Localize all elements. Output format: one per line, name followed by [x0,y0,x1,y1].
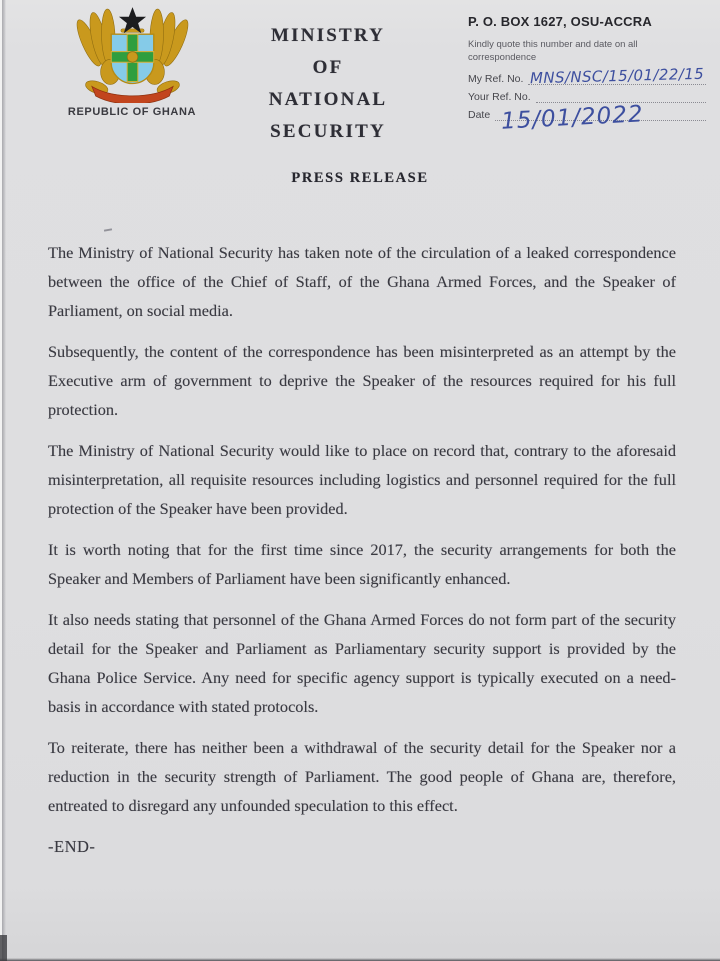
title-wrap [0,169,720,187]
quote-note [468,39,706,64]
quote-note-line-1: Kindly quote this number and date on all [468,39,638,50]
paragraph-5: It also needs stating that personnel of the Ghana Armed Forces do not form part of the security detail for the Speaker and Parliament as Parliamentary security support is provided by the Ghana Police Service. Any need for specific agency support is typically executed on a need-basis in accordance with stated protocols. [48,610,676,716]
letterhead-emblem-block [58,6,206,118]
your-ref-dotted-line [536,88,706,103]
paragraph-2: Subsequently, the content of the correspondence has been misinterpreted as an attempt by the Executive arm of government to deprive the Speaker of the resources required for his full protection. [48,342,676,419]
letter-body [48,238,676,861]
po-box-address: P. O. BOX 1627, OSU-ACCRA [468,14,652,29]
your-ref-label: Your Ref. No. [468,91,531,104]
paragraph-4: It is worth noting that for the first time since 2017, the security arrangements for both the Speaker and Members of Parliament have been significantly enhanced. [48,540,676,588]
end-mark: -END- [48,837,96,856]
date-handwritten-value: 15/01/2022 [500,101,645,135]
date-label: Date [468,109,491,122]
page-title: PRESS RELEASE [291,170,429,186]
paragraph-6: To reiterate, there has neither been a withdrawal of the security detail for the Speaker nor a reduction in the security strength of Parliament. The good people of Ghana are, therefore, entreated to disregard any unfounded speculation to this effect. [48,738,676,815]
shield-center-disc [127,52,138,63]
date-row [468,101,706,135]
emblem-caption: REPUBLIC OF GHANA [67,106,197,118]
scan-left-shadow-line [2,0,6,961]
my-ref-row [468,64,706,88]
ministry-title-block [208,20,448,148]
ministry-line-1: MINISTRY [270,25,386,46]
paragraph-3: The Ministry of National Security would like to place on record that, contrary to the aforesaid misinterpretation, all requisite resources including logistics and personnel required for the full protection of the Speaker have been provided. [48,441,676,518]
my-ref-label: My Ref. No. [468,73,524,86]
ghana-coat-of-arms-icon [60,6,205,103]
your-ref-row [468,89,706,103]
scan-stray-mark [104,228,112,231]
ministry-line-3: NATIONAL SECURITY [268,89,388,142]
paragraph-1: The Ministry of National Security has taken note of the circulation of a leaked correspondence between the office of the Chief of Staff, of the Ghana Armed Forces, and the Speaker of Parliament, on social media. [48,243,676,320]
contact-block [468,14,706,135]
quote-note-line-2: correspondence [468,51,537,63]
ministry-line-2: OF [312,57,344,78]
my-ref-handwritten-value: MNS/NSC/15/01/22/15 [529,64,705,88]
scan-corner-artifact [0,935,7,961]
